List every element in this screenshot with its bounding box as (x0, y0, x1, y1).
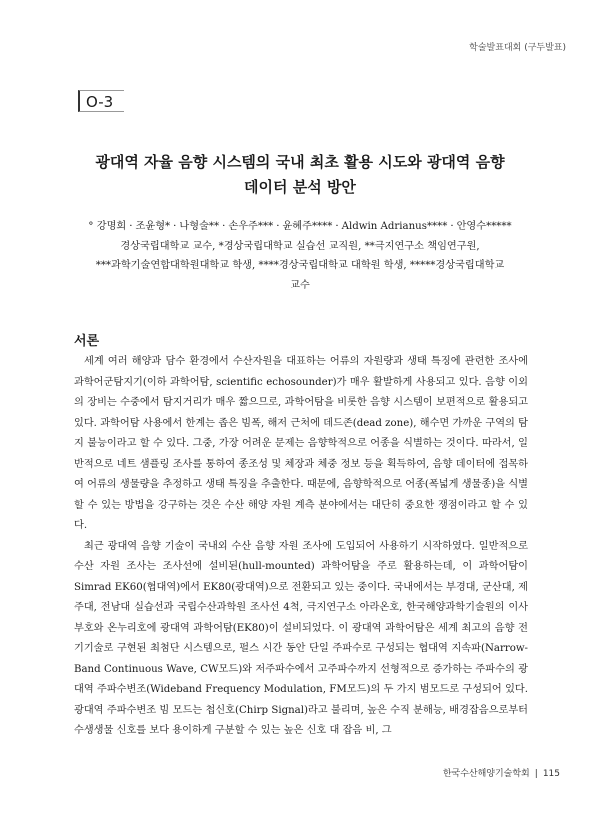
author-name: 윤혜주**** (282, 221, 333, 232)
paper-title (40, 150, 560, 200)
paper-title-line-2: 데이터 분석 방안 (244, 178, 356, 196)
body-paragraph: 세계 여러 해양과 담수 환경에서 수산자원을 대표하는 어류의 자원량과 생태 특징에 관련한 조사에 과학어군탐지기(이하 과학어탐, scientific echosounder)가 매우 활발하게 사용되고 있다. 음향 이외의 장비는 수중에서 탐지거리가 매우 짧으므로, 과학어탐을 비롯한 음향 시스템이 보편적으로 활용되고 있다. 과학어탐 사용에서 한계는 좁은 빔폭, 해저 근처에 데드존(dead zone), 해수면 가까운 구역의 탐지 불능이라고 할 수 있다. 그중, 가장 어려운 문제는 음향학적으로 어종을 식별하는 것이다. 따라서, 일반적으로 네트 샘플링 조사를 통하여 종조성 및 체장과 체중 정보 등을 획득하여, 음향 데이터에 접목하여 어류의 생물량을 추정하고 생태 특징을 추출한다. 때문에, 음향학적으로 어종(폭넓게 생물종)을 식별할 수 있는 방법을 강구하는 것은 수산 해양 자원 계측 분야에서는 대단히 중요한 쟁점이라고 할 수 있다. (74, 356, 528, 531)
footer-divider: | (534, 769, 538, 779)
affiliation-line: ***과학기술연합대학원대학교 학생, ****경상국립대학교 대학원 학생, *****경상국립대학교 (95, 260, 505, 271)
body-text (74, 352, 528, 742)
author-name: 나형술** (179, 221, 220, 232)
author-name: ° 강명희 (88, 221, 127, 232)
section-heading: 서론 (74, 334, 100, 349)
author-name: 안영수***** (456, 221, 512, 232)
author-name: Aldwin Adrianus**** (341, 221, 448, 232)
page-footer (443, 766, 560, 779)
running-header: 학술발표대회 (구두발표) (469, 43, 566, 53)
footer-society: 한국수산해양기술학회 (442, 769, 530, 779)
session-code-badge: O-3 (78, 90, 124, 112)
author-name: 손우주*** (228, 221, 274, 232)
page-number: 115 (542, 769, 560, 779)
author-list: ° 강명희 · 조윤형* · 나형술** · 손우주*** · 윤혜주**** · Aldwin Adrianus**** · 안영수***** (88, 221, 512, 232)
affiliation-line: 교수 (290, 279, 310, 291)
body-paragraph: 최근 광대역 음향 기술이 국내외 수산 음향 자원 조사에 도입되어 사용하기 시작하였다. 일반적으로 수산 자원 조사는 조사선에 설비된(hull-mounted) 과학어탐을 주로 활용하는데, 이 과학어탐이 Simrad EK60(협대역)에서 EK80(광대역)으로 전환되고 있는 중이다. 국내에서는 부경대, 군산대, 제주대, 전남대 실습선과 국립수산과학원 조사선 4척, 극지연구소 아라온호, 한국해양과학기술원의 이사부호와 온누리호에 광대역 과학어탐(EK80)이 설비되었다. 이 광대역 과학어탐은 세계 최고의 음향 전기기술로 구현된 최첨단 시스템으로, 펄스 시간 동안 단일 주파수로 구성되는 협대역 지속파(Narrow-Band Continuous Wave, CW모드)와 저주파수에서 고주파수까지 선형적으로 증가하는 주파수의 광대역 주파수변조(Wideband Frequency Modulation, FM모드)의 두 가지 범모드로 구성되어 있다. 광대역 주파수변조 빔 모드는 첩신호(Chirp Signal)라고 불리며, 높은 수직 분해능, 배경잡음으로부터 수생생물 신호를 보다 용이하게 구분할 수 있는 높은 신호 대 잡음 비, 그 (74, 540, 528, 736)
paper-title-line-1: 광대역 자율 음향 시스템의 국내 최초 활용 시도와 광대역 음향 (95, 153, 505, 171)
affiliation-line: 경상국립대학교 교수, *경상국립대학교 실습선 교직원, **극지연구소 책임연구원, (120, 240, 480, 252)
author-name: 조윤형* (135, 221, 171, 232)
author-block (50, 217, 550, 295)
